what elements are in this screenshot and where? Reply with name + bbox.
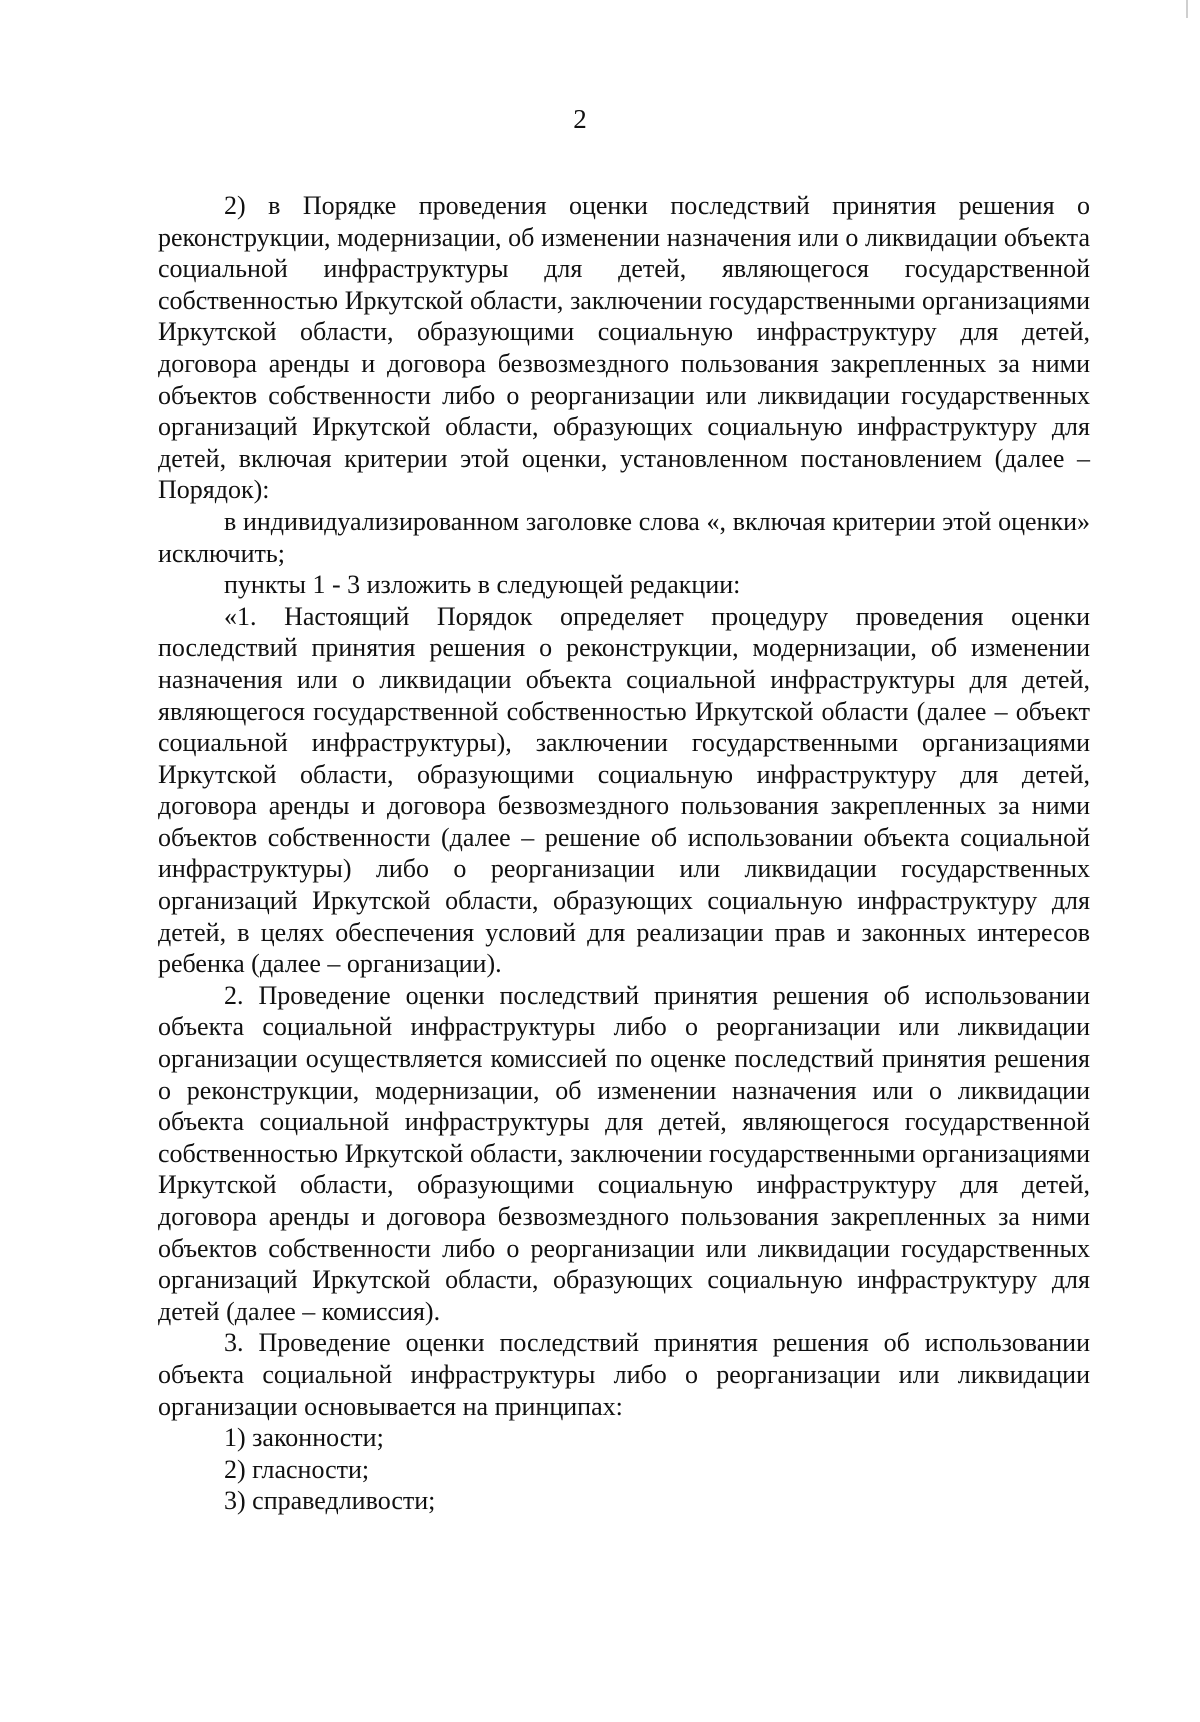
paragraph-point-2: 2. Проведение оценки последствий принятия решения об использовании объекта социальной инфраструктуры либо о реорганизации или ликвидации организации осуществляется комиссией по оценке последствий принятия решения о реконструкции, модернизации, об изменении назначения или о ликвидации объекта социальной инфраструктуры для детей, являющегося государственной собственностью Иркутской области, заключении государственными организациями Иркутской области, образующими социальную инфраструктуру для детей, договора аренды и договора безвозмездного пользования закрепленных за ними объектов собственности либо о реорганизации или ликвидации государственных организаций Иркутской области, образующих социальную инфраструктуру для детей (далее – комиссия). <box>158 980 1090 1326</box>
paragraph-point-3: 3. Проведение оценки последствий принятия решения об использовании объекта социальной инфраструктуры либо о реорганизации или ликвидации организации основывается на принципах: <box>158 1328 1090 1421</box>
paragraph-points-intro: пункты 1 - 3 изложить в следующей редакции: <box>224 570 741 600</box>
paragraph-point-1: «1. Настоящий Порядок определяет процедуру проведения оценки последствий принятия решения о реконструкции, модернизации, об изменении назначения или о ликвидации объекта социальной инфраструктуры для детей, являющегося государственной собственностью Иркутской области (далее – объект социальной инфраструктуры), заключении государственными организациями Иркутской области, образующими социальную инфраструктуру для детей, договора аренды и договора безвозмездного пользования закрепленных за ними объектов собственности (далее – решение об использовании объекта социальной инфраструктуры) либо о реорганизации или ликвидации государственных организаций Иркутской области, образующих социальную инфраструктуру для детей, в целях обеспечения условий для реализации прав и законных интересов ребенка (далее – организации). <box>158 601 1090 979</box>
list-item-fairness: 3) справедливости; <box>224 1486 436 1516</box>
scan-edge-mark <box>1186 0 1188 18</box>
list-item-legality: 1) законности; <box>224 1423 384 1453</box>
document-body <box>158 190 1090 1517</box>
list-item-publicity: 2) гласности; <box>224 1454 370 1484</box>
page-number: 2 <box>573 104 587 134</box>
paragraph-title-change: в индивидуализированном заголовке слова «, включая критерии этой оценки» исключить; <box>158 506 1090 568</box>
paragraph-amendment-2: 2) в Порядке проведения оценки последствий принятия решения о реконструкции, модернизации, об изменении назначения или о ликвидации объекта социальной инфраструктуры для детей, являющегося государственной собственностью Иркутской области, заключении государственными организациями Иркутской области, образующими социальную инфраструктуру для детей, договора аренды и договора безвозмездного пользования закрепленных за ними объектов собственности либо о реорганизации или ликвидации государственных организаций Иркутской области, образующих социальную инфраструктуру для детей, включая критерии этой оценки, установленном постановлением (далее – Порядок): <box>158 191 1090 505</box>
